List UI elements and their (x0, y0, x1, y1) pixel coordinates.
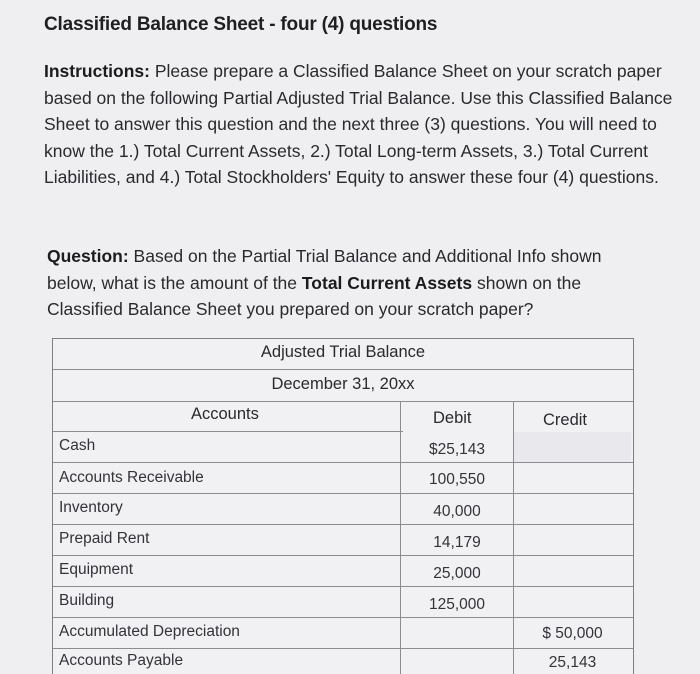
table-row-debit: 100,550 (428, 471, 486, 488)
instructions-paragraph (44, 58, 674, 191)
page-title: Classified Balance Sheet - four (4) questions (44, 14, 438, 35)
table-row-account: Accumulated Depreciation (59, 623, 240, 640)
table-row-account: Prepaid Rent (59, 530, 150, 547)
table-row-debit: 125,000 (428, 596, 486, 613)
instructions-text: Please prepare a Classified Balance Sheet on your scratch paper based on the following Partial Adjusted Trial Balance. Use this Classified Balance Sheet to answer this question and the next three (3) questions. You will need to know the 1.) Total Current Assets, 2.) Total Long-term Assets, 3.) Total Current Liabilities, and 4.) Total Stockholders' Equity to answer these four (4) questions. (44, 61, 673, 187)
table-row-credit: 25,143 (548, 654, 597, 671)
question-label: Question: (47, 246, 129, 266)
question-emphasis: Total Current Assets (301, 272, 473, 293)
table-row-account: Inventory (59, 499, 123, 516)
table-row-account: Accounts Payable (59, 652, 184, 669)
credit-cell-shade (514, 432, 631, 462)
table-row-credit: $ 50,000 (542, 625, 603, 642)
row-divider (53, 648, 633, 649)
accounts-column-header: Accounts (191, 405, 259, 423)
table-row-debit: 25,000 (433, 565, 481, 582)
table-date: December 31, 20xx (271, 375, 415, 393)
table-row-account: Accounts Receivable (59, 469, 204, 486)
credit-column-header: Credit (543, 411, 588, 429)
table-row-debit: 14,179 (433, 534, 481, 551)
row-divider (53, 524, 633, 525)
question-text-before: Based on the Partial Trial Balance and Additional Info shown below, what is the amount of the (47, 246, 602, 293)
trial-balance-table (52, 338, 634, 674)
row-divider (53, 617, 633, 618)
debit-column-header: Debit (433, 409, 472, 427)
table-row-account: Equipment (59, 561, 134, 578)
table-row-debit: $25,143 (428, 441, 486, 458)
row-divider (53, 586, 633, 587)
table-row-debit: 40,000 (433, 503, 481, 520)
table-title: Adjusted Trial Balance (260, 343, 426, 361)
row-divider (53, 555, 633, 556)
table-row-account: Building (59, 592, 115, 609)
divider (53, 401, 633, 402)
row-divider (53, 462, 633, 463)
question-paragraph (47, 243, 637, 323)
row-divider (53, 493, 633, 494)
question-text-after: shown on the Classified Balance Sheet you prepared on your scratch paper? (47, 272, 582, 319)
table-row-account: Cash (59, 437, 96, 454)
divider (53, 431, 403, 432)
divider (53, 369, 633, 370)
instructions-label: Instructions: (44, 61, 150, 81)
